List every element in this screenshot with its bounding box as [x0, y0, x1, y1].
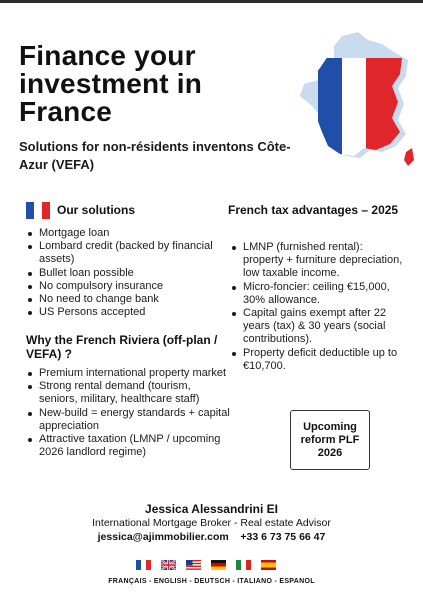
list-item: No need to change bank: [26, 293, 216, 306]
italy-flag-icon: [236, 560, 251, 570]
why-riviera-heading: Why the French Riviera (off-plan / VEFA) ?: [26, 333, 218, 361]
spain-flag-icon: [261, 560, 276, 570]
list-item: Strong rental demand (tourism, seniors, military, healthcare staff): [26, 380, 231, 406]
list-item: Property deficit deductible up to €10,700.: [230, 347, 405, 373]
list-item: Capital gains exempt after 22 years (tax) & 30 years (social contributions).: [230, 307, 405, 347]
uk-flag-icon: [161, 560, 176, 570]
tax-advantages-heading: French tax advantages – 2025: [228, 203, 399, 217]
contact-name: Jessica Alessandrini EI: [145, 502, 278, 516]
list-item: No compulsory insurance: [26, 280, 216, 293]
reform-callout-text: Upcoming reform PLF 2026: [300, 420, 360, 459]
us-flag-icon: [186, 560, 201, 570]
list-item: US Persons accepted: [26, 306, 216, 319]
reform-callout-box: [290, 410, 370, 470]
solutions-heading: Our solutions: [57, 203, 135, 217]
contact-details: [0, 531, 423, 543]
language-flags: [136, 560, 276, 570]
france-flag-icon: [136, 560, 151, 570]
list-item: Bullet loan possible: [26, 267, 216, 280]
germany-flag-icon: [211, 560, 226, 570]
list-item: New-build = energy standards + capital appreciation: [26, 407, 231, 433]
why-riviera-list: [26, 367, 231, 459]
list-item: LMNP (furnished rental): property + furniture depreciation, low taxable income.: [230, 241, 405, 281]
france-flag-icon: [26, 202, 50, 219]
list-item: Mortgage loan: [26, 227, 216, 240]
languages-line: FRANÇAIS - ENGLISH - DEUTSCH - ITALIANO - ESPANOL: [108, 578, 315, 585]
list-item: Attractive taxation (LMNP / upcoming 2026 landlord regime): [26, 433, 231, 459]
contact-role: International Mortgage Broker - Real estate Advisor: [92, 517, 331, 529]
contact-phone[interactable]: +33 6 73 75 66 47: [240, 531, 326, 543]
solutions-list: [26, 227, 216, 319]
page-subtitle: Solutions for non-résidents inventons Côte-Azur (VEFA): [19, 139, 291, 172]
list-item: Micro-foncier: ceiling €15,000, 30% allowance.: [230, 281, 405, 307]
list-item: Lombard credit (backed by financial assets): [26, 240, 216, 266]
list-item: Premium international property market: [26, 367, 231, 380]
contact-email[interactable]: jessica@ajimmobilier.com: [97, 531, 229, 543]
top-border: [0, 0, 423, 3]
tax-advantages-list: [230, 241, 405, 373]
page-title: Finance your investment in France: [19, 40, 203, 127]
